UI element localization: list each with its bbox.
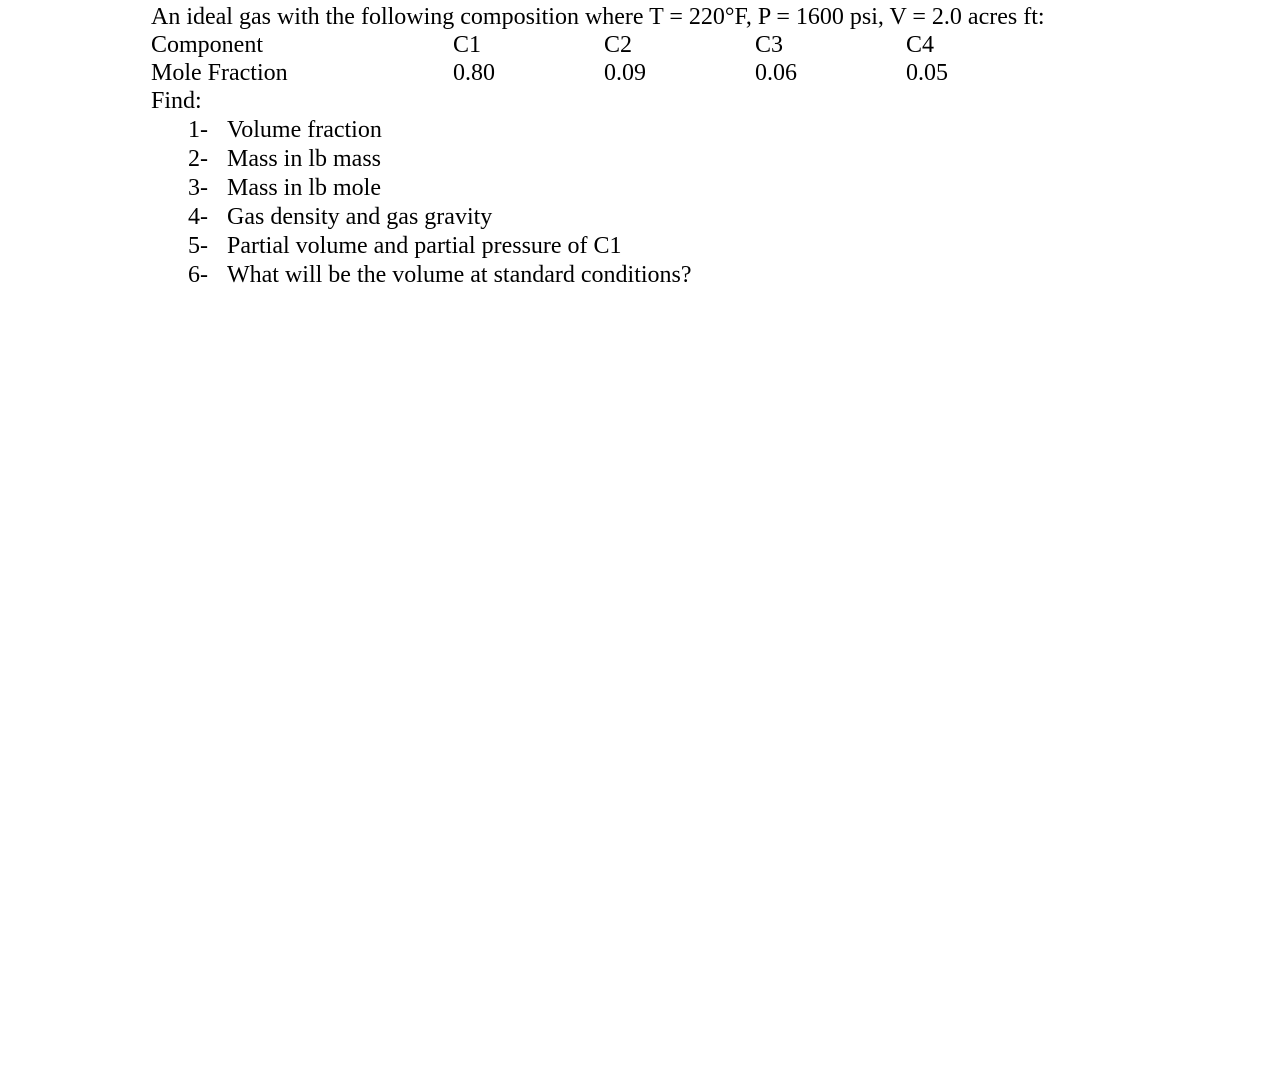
list-item-number: 4- [188,204,208,230]
list-item [188,174,692,203]
problem-intro: An ideal gas with the following composition where T = 220°F, P = 1600 psi, V = 2.0 acres ft: [151,4,1045,30]
list-item-number: 1- [188,117,208,143]
list-item-text: Gas density and gas gravity [227,204,493,230]
list-item [188,261,692,290]
list-item-text: Volume fraction [227,117,382,143]
list-item-number: 5- [188,233,208,259]
list-item-text: Partial volume and partial pressure of C1 [227,233,622,259]
component-c4: C4 [906,32,935,58]
mole-fraction-c1: 0.80 [453,60,495,86]
component-c1: C1 [453,32,482,58]
mole-fraction-c4: 0.05 [906,60,948,86]
list-item-text: Mass in lb mass [227,146,382,172]
list-item-number: 6- [188,262,208,288]
component-c3: C3 [755,32,784,58]
list-item [188,145,692,174]
mole-fraction-c3: 0.06 [755,60,797,86]
list-item-text: Mass in lb mole [227,175,381,201]
mole-fraction-label: Mole Fraction [151,60,288,86]
list-item [188,116,692,145]
find-label: Find: [151,88,202,114]
list-item-number: 2- [188,146,208,172]
find-list [188,116,692,290]
component-label: Component [151,32,263,58]
list-item [188,203,692,232]
mole-fraction-c2: 0.09 [604,60,646,86]
component-c2: C2 [604,32,633,58]
list-item [188,232,692,261]
list-item-number: 3- [188,175,208,201]
list-item-text: What will be the volume at standard conditions? [227,262,692,288]
